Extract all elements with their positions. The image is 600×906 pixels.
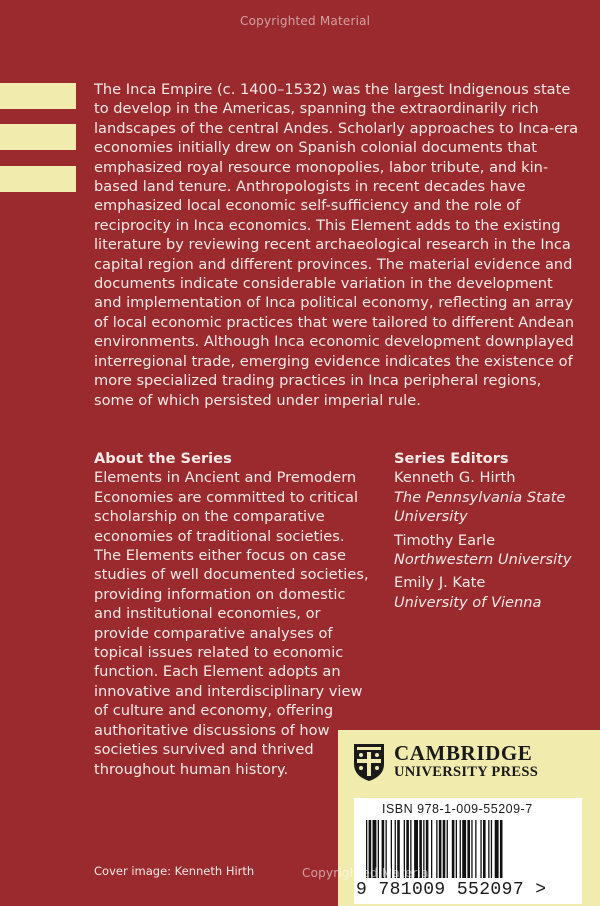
- series-editors-title: Series Editors: [394, 450, 509, 467]
- editor-affiliation: University of Vienna: [394, 593, 542, 611]
- editor-entry: [394, 468, 584, 526]
- book-abstract: The Inca Empire (c. 1400–1532) was the largest Indigenous state to develop in the Americas, spanning the extraordinarily rich landscapes of the central Andes. Scholarly approaches to Inca-era economies initially drew on Spanish colonial documents that emphasized royal resource monopolies, labor tribute, and kin-based land tenure. Anthropologists in recent decades have emphasized local economic self-sufficiency and the role of reciprocity in Inca economics. This Element adds to the existing literature by reviewing recent archaeological research in the Inca capital region and different provinces. The material evidence and documents indicate considerable variation in the development and implementation of Inca political economy, reflecting an array of local economic practices that were tailored to different Andean environments. Although Inca economic development downplayed interregional trade, emerging evidence indicates the existence of more specialized trading practices in Inca peripheral regions, some of which persisted under imperial rule.: [94, 81, 579, 409]
- editor-entry: [394, 573, 584, 612]
- about-series-text: Elements in Ancient and Premodern Economies are committed to critical scholarship on the comparative economies of traditional societies. The Elements either focus on case studies of well documented societies, providing information on domestic and institutional economies, or provide comparative analyses of topical issues related to economic function. Each Element adopts an innovative and interdisciplinary view of culture and economy, offering authoritative discussions of how societies survived and thrived throughout human history.: [94, 469, 369, 778]
- isbn-digits: 9 781009 552097 >: [356, 880, 547, 900]
- publisher-subtitle: UNIVERSITY PRESS: [394, 764, 539, 780]
- barcode-box: [354, 798, 582, 904]
- editor-name: Emily J. Kate: [394, 574, 486, 592]
- publisher-logo: [352, 742, 538, 782]
- publisher-name: CAMBRIDGE: [394, 741, 533, 765]
- decorative-stripe: [0, 166, 76, 192]
- decorative-stripe: [0, 124, 76, 150]
- editor-name: Kenneth G. Hirth: [394, 469, 516, 487]
- cambridge-crest-icon: [352, 742, 386, 782]
- cover-credit: Cover image: Kenneth Hirth: [94, 864, 255, 878]
- watermark-top: Copyrighted Material: [240, 14, 371, 28]
- editor-entry: [394, 531, 584, 570]
- isbn-label: ISBN 978-1-009-55209-7: [382, 802, 533, 816]
- series-editors-section: [394, 449, 584, 616]
- about-series-section: [94, 449, 370, 779]
- watermark-bottom: Copyrighted Material: [302, 866, 433, 880]
- about-series-title: About the Series: [94, 450, 232, 467]
- decorative-stripe: [0, 83, 76, 109]
- editor-name: Timothy Earle: [394, 531, 496, 549]
- editor-affiliation: Northwestern University: [394, 551, 572, 569]
- editor-affiliation: The Pennsylvania State University: [394, 488, 566, 526]
